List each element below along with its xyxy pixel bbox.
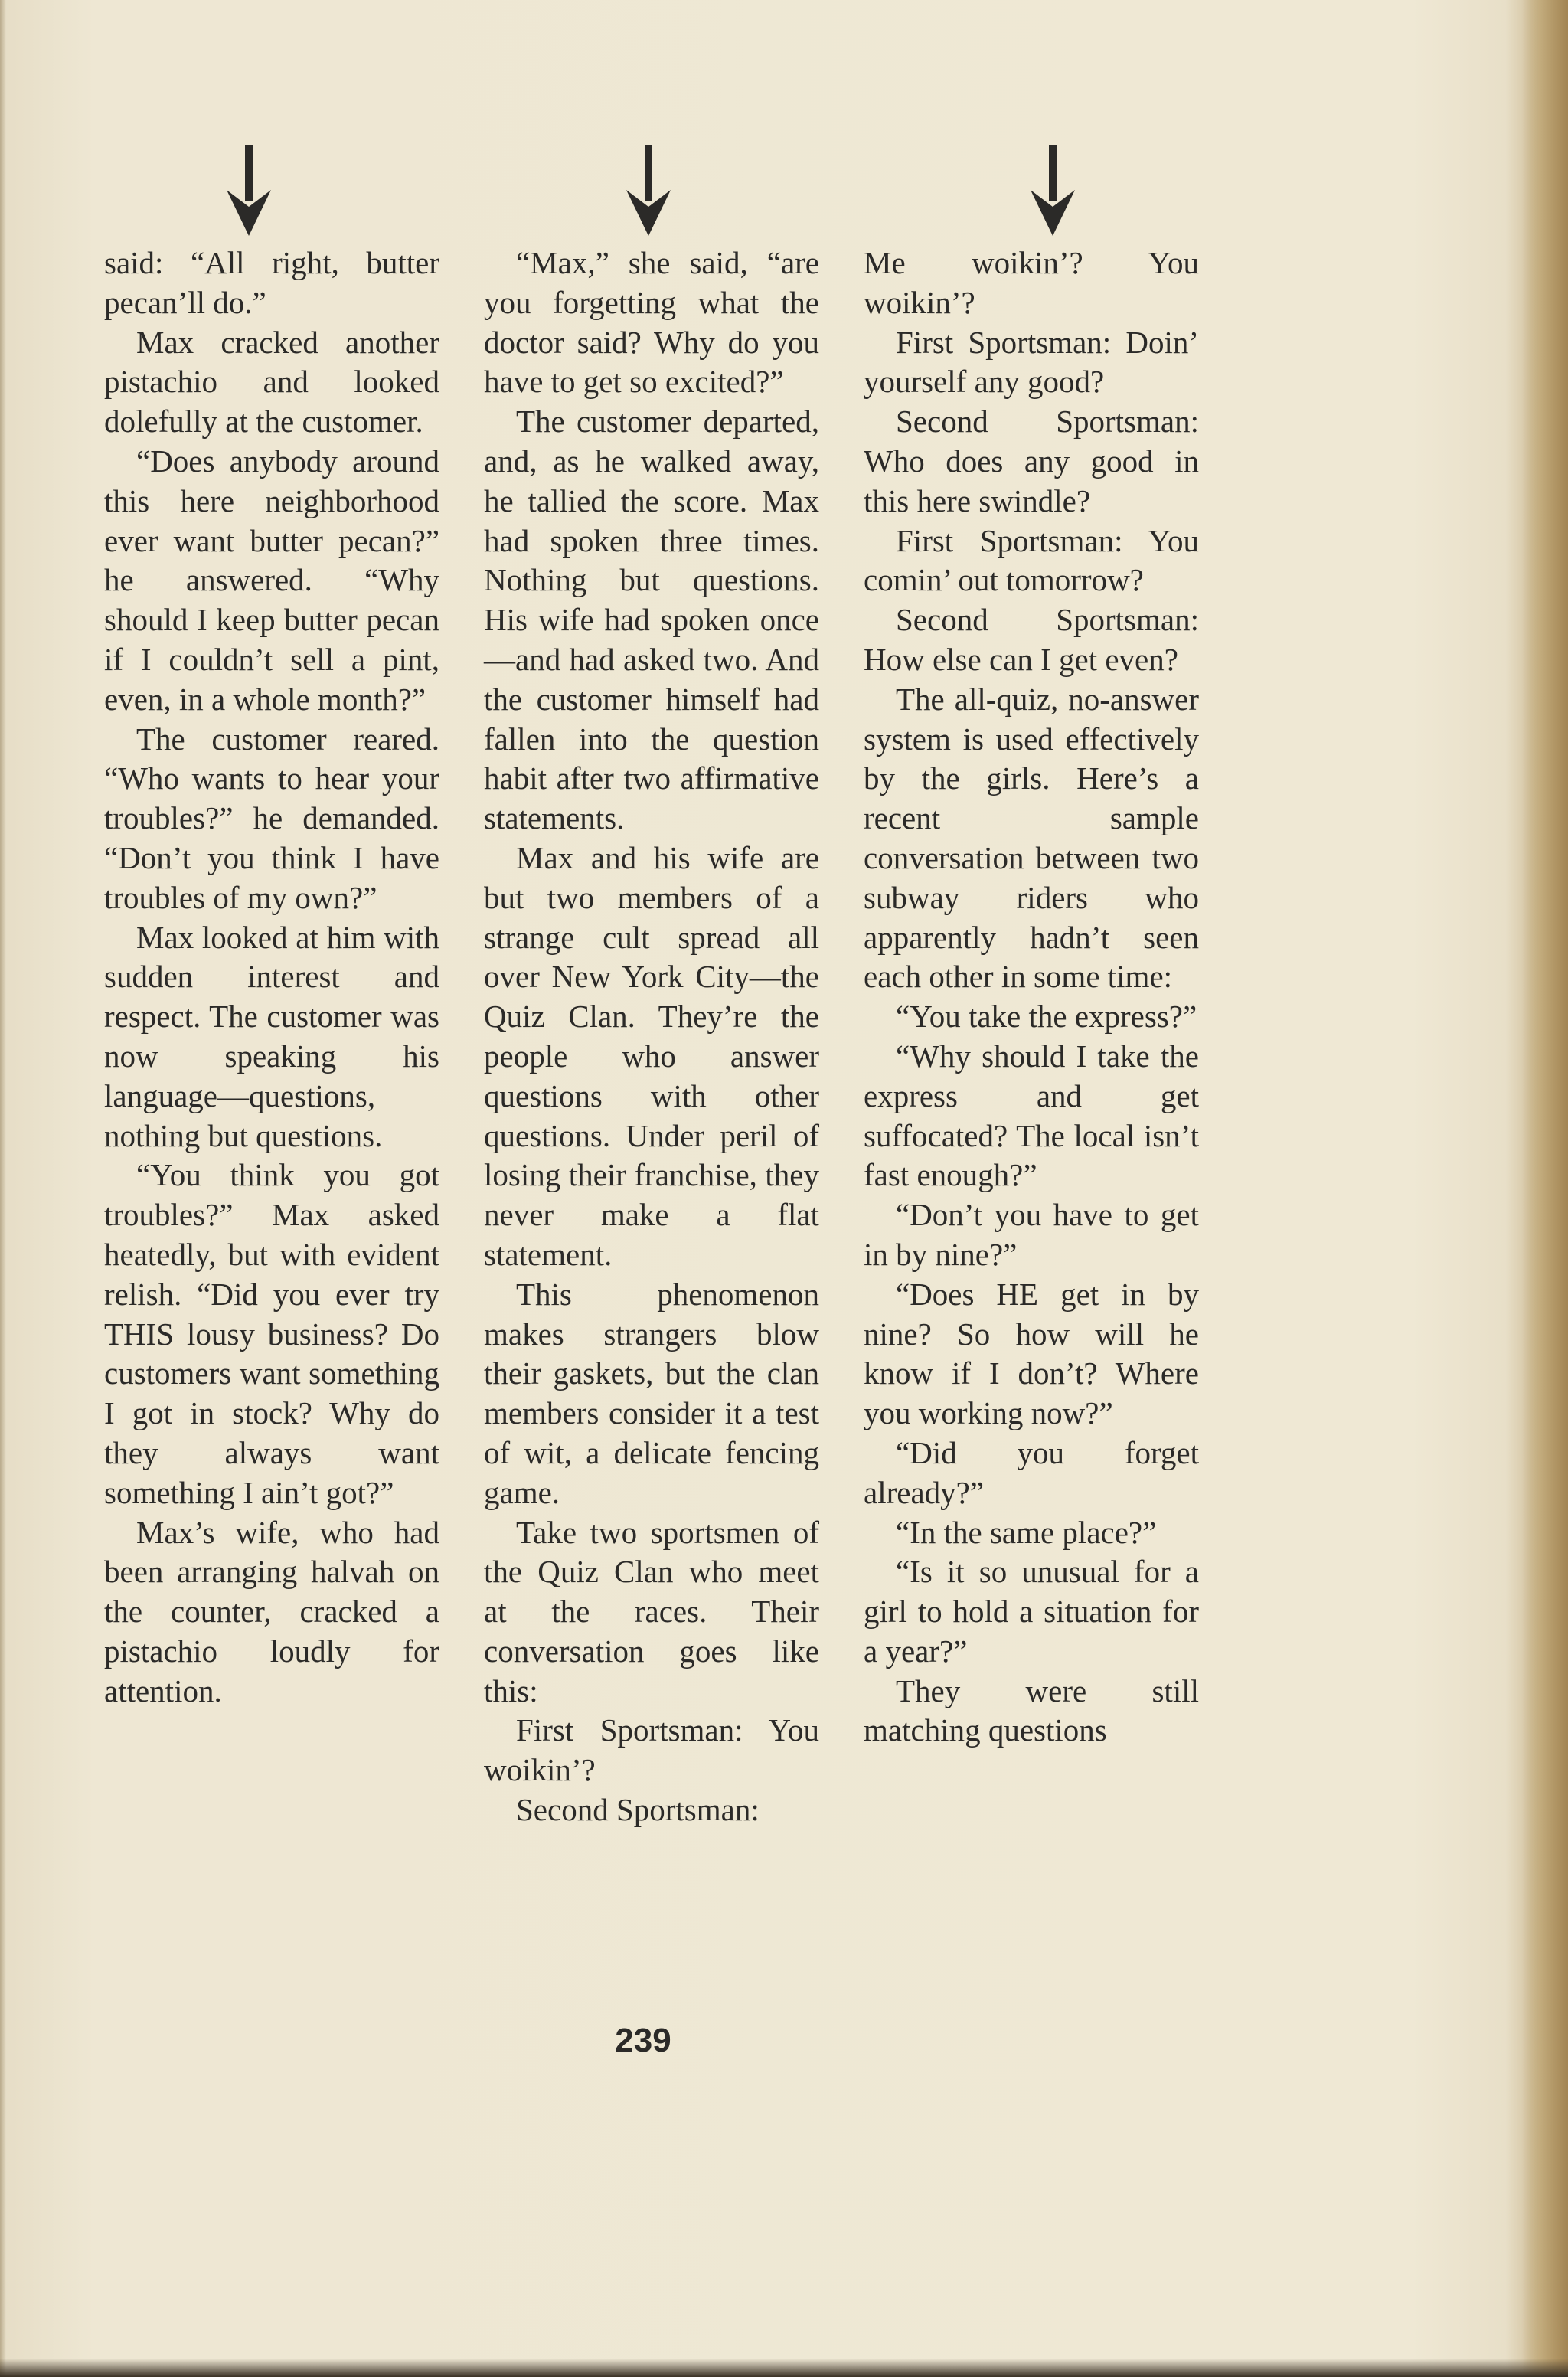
paragraph: “You think you got troubles?” Max asked heatedly, but with evident relish. “Did you ever try THIS lousy business? Do customers want something I got in stock? Why do they always want something I ain’t got?” [104,1157,439,1510]
paragraph: Max and his wife are but two members of a strange cult spread all over New York City—the Quiz Clan. They’re the people who answer questions with other questions. Under peril of losing their franchise, they never make a flat statement. [484,839,819,1272]
paragraph: They were still matching questions [864,1672,1199,1748]
paragraph: The all-quiz, no-answer system is used effectively by the girls. Here’s a recent sample conversation between two subway riders who apparently hadn’t seen each other in some time: [864,681,1199,995]
paragraph: “Don’t you have to get in by nine?” [864,1197,1199,1272]
paragraph: Me woikin’? You woikin’? [864,245,1199,320]
text-column-1 [104,244,439,1711]
down-arrow-icon-col2 [622,145,675,237]
paragraph: “You take the express?” [896,999,1197,1035]
paragraph: Second Sportsman: [516,1792,760,1828]
paragraph: First Sportsman: Doin’ yourself any good? [864,324,1199,400]
paragraph: First Sportsman: You woikin’? [484,1712,819,1788]
paragraph: “In the same place?” [896,1514,1157,1550]
paragraph: Take two sportsmen of the Quiz Clan who meet at the races. Their conversation goes like this: [484,1514,819,1708]
paragraph: Max cracked another pistachio and looked dolefully at the customer. [104,324,439,440]
paragraph: This phenomenon makes strangers blow their gaskets, but the clan members consider it a test of wit, a delicate fencing game. [484,1276,819,1510]
paragraph: Max’s wife, who had been arranging halvah on the counter, cracked a pistachio loudly for attention. [104,1514,439,1708]
paragraph: “Why should I take the express and get suffocated? The local isn’t fast enough?” [864,1038,1199,1193]
text-column-3 [864,244,1199,1751]
down-arrow-icon-col1 [222,145,276,237]
text-column-2 [484,244,819,1830]
page-left-edge [0,0,6,2377]
paragraph: Second Sportsman: Who does any good in this here swindle? [864,404,1199,518]
paragraph: The customer reared. “Who wants to hear your troubles?” he demanded. “Don’t you think I have troubles of my own?” [104,721,439,915]
paragraph: First Sportsman: You comin’ out tomorrow? [864,522,1199,598]
paragraph: “Does HE get in by nine? So how will he know if I don’t? Where you working now?” [864,1276,1199,1431]
paragraph: The customer departed, and, as he walked away, he tallied the score. Max had spoken three times. Nothing but questions. His wife had spoken once—and had asked two. And the customer himself had fallen into the question habit after two affirmative statements. [484,404,819,836]
paragraph: said: “All right, butter pecan’ll do.” [104,245,439,320]
page-bottom-edge [0,2359,1568,2377]
paragraph: Second Sportsman: How else can I get even? [864,602,1199,677]
paragraph: “Max,” she said, “are you forgetting what the doctor said? Why do you have to get so excited?” [484,245,819,400]
paragraph: “Is it so unusual for a girl to hold a situation for a year?” [864,1554,1199,1669]
page-spine-edge [1522,0,1568,2377]
paragraph: “Does anybody around this here neighborhood ever want butter pecan?” he answered. “Why should I keep butter pecan if I couldn’t sell a pint, even, in a whole month?” [104,443,439,717]
page-number: 239 [615,2022,671,2059]
paragraph: “Did you forget already?” [864,1434,1199,1510]
down-arrow-icon-col3 [1026,145,1080,237]
paragraph: Max looked at him with sudden interest and respect. The customer was now speaking his language—questions, nothing but questions. [104,919,439,1153]
